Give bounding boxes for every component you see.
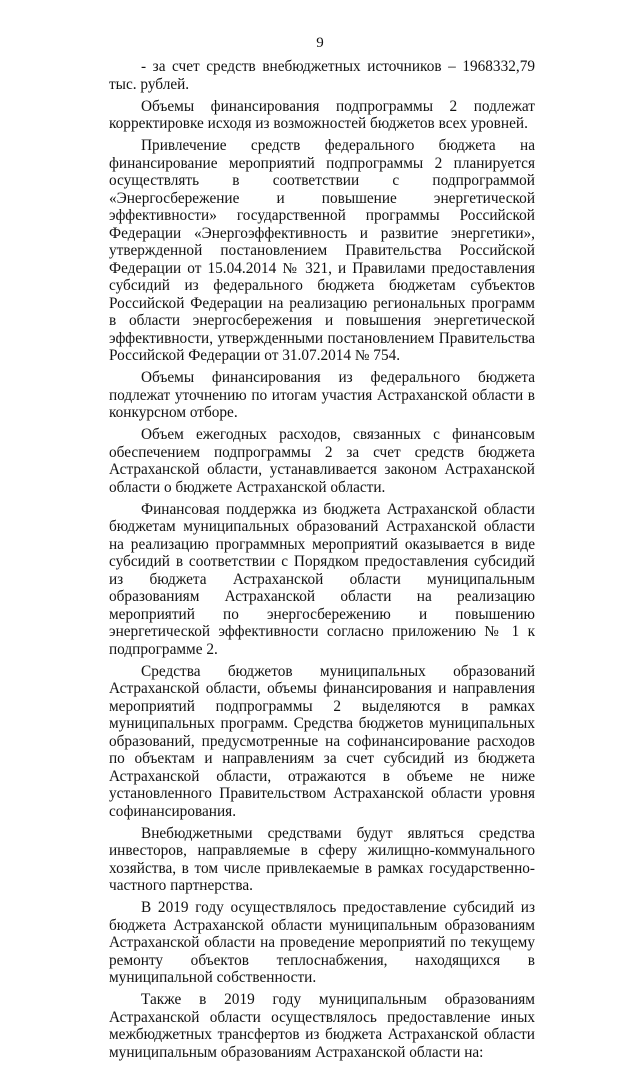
paragraph-funding-adjustment: Объемы финансирования подпрограммы 2 подлежат корректировке исходя из возможностей бюджетов всех уровней. (109, 97, 535, 132)
paragraph-federal-budget-attraction: Привлечение средств федерального бюджета на финансирование мероприятий подпрограммы 2 планируется осуществлять в соответствии с подпрограммой «Энергосбережение и повышение энергетической эффективности» государственной программы Российской Федерации «Энергоэффективность и развитие энергетики», утвержденной постановлением Правительства Российской Федерации от 15.04.2014 № 321, и Правилами предоставления субсидий из федерального бюджета бюджетам субъектов Российской Федерации на реализацию региональных программ в области энергосбережения и повышения энергетической эффективности, утвержденными постановлением Правительства Российской Федерации от 31.07.2014 № 754. (109, 137, 535, 364)
paragraph-extrabudgetary-funding: - за счет средств внебюджетных источников – 1968332,79 тыс. рублей. (109, 58, 535, 93)
document-body (109, 58, 535, 1066)
paragraph-2019-subsidies: В 2019 году осуществлялось предоставление субсидий из бюджета Астраханской области муниципальным образованиям Астраханской области на проведение мероприятий по текущему ремонту объектов теплоснабжения, находящихся в муниципальной собственности. (109, 899, 535, 986)
paragraph-annual-expenses: Объем ежегодных расходов, связанных с финансовым обеспечением подпрограммы 2 за счет средств бюджета Астраханской области, устанавливается законом Астраханской области о бюджете Астраханской области. (109, 426, 535, 496)
paragraph-federal-funding-clarification: Объемы финансирования из федерального бюджета подлежат уточнению по итогам участия Астраханской области в конкурсном отборе. (109, 369, 535, 421)
paragraph-financial-support: Финансовая поддержка из бюджета Астраханской области бюджетам муниципальных образований Астраханской области на реализацию программных мероприятий оказывается в виде субсидий в соответствии с Порядком предоставления субсидий из бюджета Астраханской области муниципальным образованиям Астраханской области на реализацию мероприятий по энергосбережению и повышению энергетической эффективности согласно приложению № 1 к подпрограмме 2. (109, 500, 535, 658)
page-number: 9 (316, 35, 324, 51)
paragraph-2019-transfers: Также в 2019 году муниципальным образованиям Астраханской области осуществлялось предоставление иных межбюджетных трансфертов из бюджета Астраханской области муниципальным образованиям Астраханской области на: (109, 991, 535, 1061)
paragraph-extrabudgetary-investors: Внебюджетными средствами будут являться средства инвесторов, направляемые в сферу жилищно-коммунального хозяйства, в том числе привлекаемые в рамках государственно-частного партнерства. (109, 824, 535, 894)
paragraph-municipal-budgets: Средства бюджетов муниципальных образований Астраханской области, объемы финансирования и направления мероприятий подпрограммы 2 выделяются в рамках муниципальных программ. Средства бюджетов муниципальных образований, предусмотренные на софинансирование расходов по объектам и направлениям за счет субсидий из бюджета Астраханской области, отражаются в объеме не ниже установленного Правительством Астраханской области уровня софинансирования. (109, 662, 535, 820)
